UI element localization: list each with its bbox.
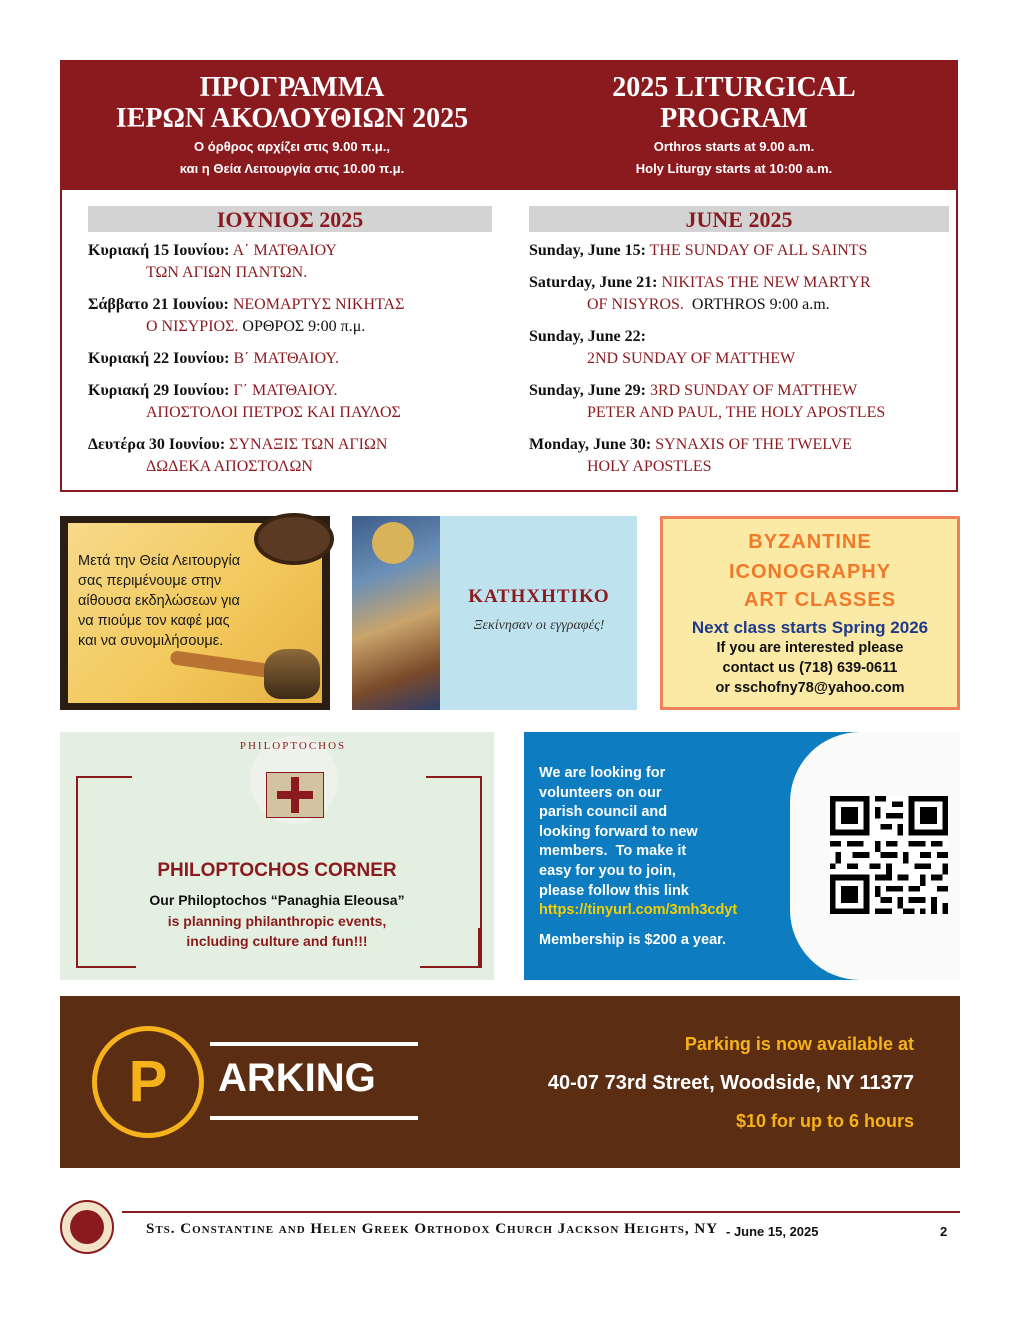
parking-address: 40-07 73rd Street, Woodside, NY 11377 bbox=[547, 1072, 914, 1094]
schedule-entry bbox=[88, 348, 508, 370]
philoptochos-line2: is planning philanthropic events, bbox=[167, 913, 387, 929]
byzantine-contact-phone: contact us (718) 639-0611 bbox=[722, 660, 898, 676]
parking-banner bbox=[60, 996, 960, 1168]
entry-event: NIKITAS THE NEW MARTYR bbox=[657, 274, 871, 291]
page-number: 2 bbox=[940, 1224, 948, 1239]
entry-day: Κυριακή 29 Ιουνίου: bbox=[88, 382, 230, 399]
byzantine-info-line1: If you are interested please bbox=[716, 640, 904, 656]
membership-fee: Membership is $200 a year. bbox=[539, 931, 726, 948]
christ-icon-image bbox=[352, 516, 440, 710]
catechism-subtitle: Ξεκίνησαν οι εγγραφές! bbox=[473, 618, 605, 633]
byzantine-heading-line2: ICONOGRAPHY bbox=[728, 561, 892, 583]
entry-day: Κυριακή 15 Ιουνίου: bbox=[88, 242, 230, 259]
volunteers-line: parish council and bbox=[539, 804, 668, 821]
catechism-box bbox=[352, 516, 637, 710]
english-sub-line1: Orthros starts at 9.00 a.m. bbox=[653, 139, 815, 154]
schedule-entry bbox=[529, 326, 954, 370]
liturgical-program-box bbox=[60, 60, 958, 492]
byzantine-heading-line1: BYZANTINE bbox=[748, 531, 872, 553]
schedule-entry bbox=[529, 434, 954, 478]
coffee-pot-icon bbox=[264, 649, 320, 699]
entry-day: Monday, June 30: bbox=[529, 436, 652, 453]
entry-event: Γ΄ ΜΑΤΘΑΙΟΥ. bbox=[229, 382, 338, 399]
greek-sub-line2: και η Θεία Λειτουργία στις 10.00 π.μ. bbox=[179, 161, 405, 176]
english-month-bar: JUNE 2025 bbox=[529, 206, 949, 232]
volunteers-text bbox=[539, 764, 779, 950]
entry-continuation: 2ND SUNDAY OF MATTHEW bbox=[587, 350, 796, 367]
philoptochos-line3: including culture and fun!!! bbox=[186, 933, 368, 949]
church-seal-icon bbox=[60, 1200, 114, 1254]
schedule-entry bbox=[88, 380, 508, 424]
english-schedule bbox=[529, 240, 954, 488]
qr-code-icon[interactable] bbox=[830, 796, 948, 914]
volunteers-box bbox=[524, 732, 960, 980]
parking-rule-top bbox=[210, 1042, 418, 1046]
entry-event: Α΄ ΜΑΤΘΑΙΟΥ bbox=[229, 242, 337, 259]
bracket-bottom-left bbox=[76, 966, 136, 968]
greek-month-bar: ΙΟΥΝΙΟΣ 2025 bbox=[88, 206, 492, 232]
entry-event: 3RD SUNDAY OF MATTHEW bbox=[645, 382, 858, 399]
entry-day: Saturday, June 21: bbox=[529, 274, 658, 291]
entry-extra: ΟΡΘΡΟΣ 9:00 π.μ. bbox=[238, 318, 366, 335]
coffee-line: και να συνομιλήσουμε. bbox=[78, 633, 224, 649]
entry-day: Σάββατο 21 Ιουνίου: bbox=[88, 296, 229, 313]
greek-title-line1: ΠΡΟΓΡΑΜΜΑ bbox=[199, 72, 385, 103]
byzantine-heading-line3: ART CLASSES bbox=[743, 589, 897, 611]
footer-church-name: Sts. Constantine and Helen Greek Orthodox Church Jackson Heights, NY bbox=[146, 1221, 719, 1237]
schedule-entry bbox=[529, 272, 954, 316]
entry-event: THE SUNDAY OF ALL SAINTS bbox=[645, 242, 868, 259]
catechism-title: ΚΑΤΗΧΗΤΙΚΟ bbox=[468, 586, 610, 607]
schedule-entry bbox=[88, 294, 508, 338]
coffee-parchment bbox=[68, 523, 322, 703]
entry-event: SYNAXIS OF THE TWELVE bbox=[651, 436, 852, 453]
philoptochos-box bbox=[60, 732, 494, 980]
entry-day: Sunday, June 29: bbox=[529, 382, 646, 399]
volunteers-line: We are looking for bbox=[539, 765, 666, 781]
entry-continuation: HOLY APOSTLES bbox=[587, 458, 712, 475]
schedule-entry bbox=[88, 434, 508, 478]
english-title-line1: 2025 LITURGICAL bbox=[612, 72, 856, 103]
philoptochos-cross-icon bbox=[266, 772, 324, 818]
entry-day: Sunday, June 22: bbox=[529, 328, 646, 345]
philoptochos-line1: Our Philoptochos “Panaghia Eleousa” bbox=[149, 892, 405, 908]
parking-word: ARKING bbox=[218, 1056, 376, 1100]
entry-event: ΝΕΟΜΑΡΤΥΣ ΝΙΚΗΤΑΣ bbox=[228, 296, 405, 313]
coffee-line: να πιούμε τον καφέ μας bbox=[78, 613, 230, 629]
halo-icon bbox=[372, 522, 414, 564]
philoptochos-logo-text: PHILOPTOCHOS bbox=[239, 740, 347, 752]
entry-continuation: OF NISYROS. bbox=[587, 296, 684, 313]
footer-date: - June 15, 2025 bbox=[726, 1224, 819, 1239]
parking-price: $10 for up to 6 hours bbox=[735, 1111, 914, 1131]
greek-sub-line1: Ο όρθρος αρχίζει στις 9.00 π.μ., bbox=[194, 139, 390, 154]
program-header-greek bbox=[72, 72, 512, 180]
volunteers-line: members. To make it bbox=[539, 843, 687, 860]
schedule-entry bbox=[88, 240, 508, 284]
entry-day: Sunday, June 15: bbox=[529, 242, 646, 259]
parking-letter: P bbox=[128, 1049, 168, 1114]
entry-continuation: ΔΩΔΕΚΑ ΑΠΟΣΤΟΛΩΝ bbox=[146, 458, 313, 475]
iconography-classes-box bbox=[660, 516, 960, 710]
entry-continuation: PETER AND PAUL, THE HOLY APOSTLES bbox=[587, 404, 886, 421]
coffee-pot-handle-icon bbox=[170, 650, 271, 678]
byzantine-contact-email: or sschofny78@yahoo.com bbox=[715, 680, 905, 696]
entry-day: Δευτέρα 30 Ιουνίου: bbox=[88, 436, 226, 453]
join-link[interactable]: https://tinyurl.com/3mh3cdyt bbox=[539, 902, 738, 919]
coffee-line: Μετά την Θεία Λειτουργία bbox=[78, 553, 241, 569]
coffee-text bbox=[78, 551, 288, 651]
next-class-date: Next class starts Spring 2026 bbox=[691, 618, 929, 637]
program-header-english bbox=[514, 72, 954, 180]
entry-event: Β΄ ΜΑΤΘΑΙΟΥ. bbox=[229, 350, 339, 367]
program-header bbox=[62, 62, 958, 190]
bracket-bottom-right bbox=[420, 966, 480, 968]
coffee-line: αίθουσα εκδηλώσεων για bbox=[78, 593, 240, 609]
footer-rule bbox=[122, 1211, 960, 1213]
volunteers-line: please follow this link bbox=[539, 882, 689, 899]
entry-continuation: ΑΠΟΣΤΟΛΟΙ ΠΕΤΡΟΣ ΚΑΙ ΠΑΥΛΟΣ bbox=[146, 404, 401, 421]
entry-extra: ORTHROS 9:00 a.m. bbox=[683, 296, 830, 313]
parking-line1: Parking is now available at bbox=[684, 1034, 914, 1054]
greek-schedule bbox=[88, 240, 508, 488]
volunteers-line: easy for you to join, bbox=[539, 862, 676, 879]
entry-continuation: Ο ΝΙΣΥΡΙΟΣ. bbox=[146, 318, 239, 335]
english-sub-line2: Holy Liturgy starts at 10:00 a.m. bbox=[635, 161, 833, 176]
parking-rule-bottom bbox=[210, 1116, 418, 1120]
english-title-line2: PROGRAM bbox=[660, 103, 808, 134]
entry-day: Κυριακή 22 Ιουνίου: bbox=[88, 350, 230, 367]
coffee-line: σας περιμένουμε στην bbox=[78, 573, 222, 589]
volunteers-line: volunteers on our bbox=[539, 784, 662, 801]
schedule-entry bbox=[529, 240, 954, 262]
coffee-hour-box bbox=[60, 516, 330, 710]
church-seal-center bbox=[70, 1210, 104, 1244]
philoptochos-title: PHILOPTOCHOS CORNER bbox=[157, 860, 397, 881]
volunteers-line: looking forward to new bbox=[539, 823, 698, 840]
greek-title-line2: ΙΕΡΩΝ ΑΚΟΛΟΥΘΙΩΝ 2025 bbox=[115, 103, 469, 134]
entry-event: ΣΥΝΑΞΙΣ ΤΩΝ ΑΓΙΩΝ bbox=[225, 436, 388, 453]
entry-continuation: ΤΩΝ ΑΓΙΩΝ ΠΑΝΤΩΝ. bbox=[146, 264, 308, 281]
schedule-entry bbox=[529, 380, 954, 424]
